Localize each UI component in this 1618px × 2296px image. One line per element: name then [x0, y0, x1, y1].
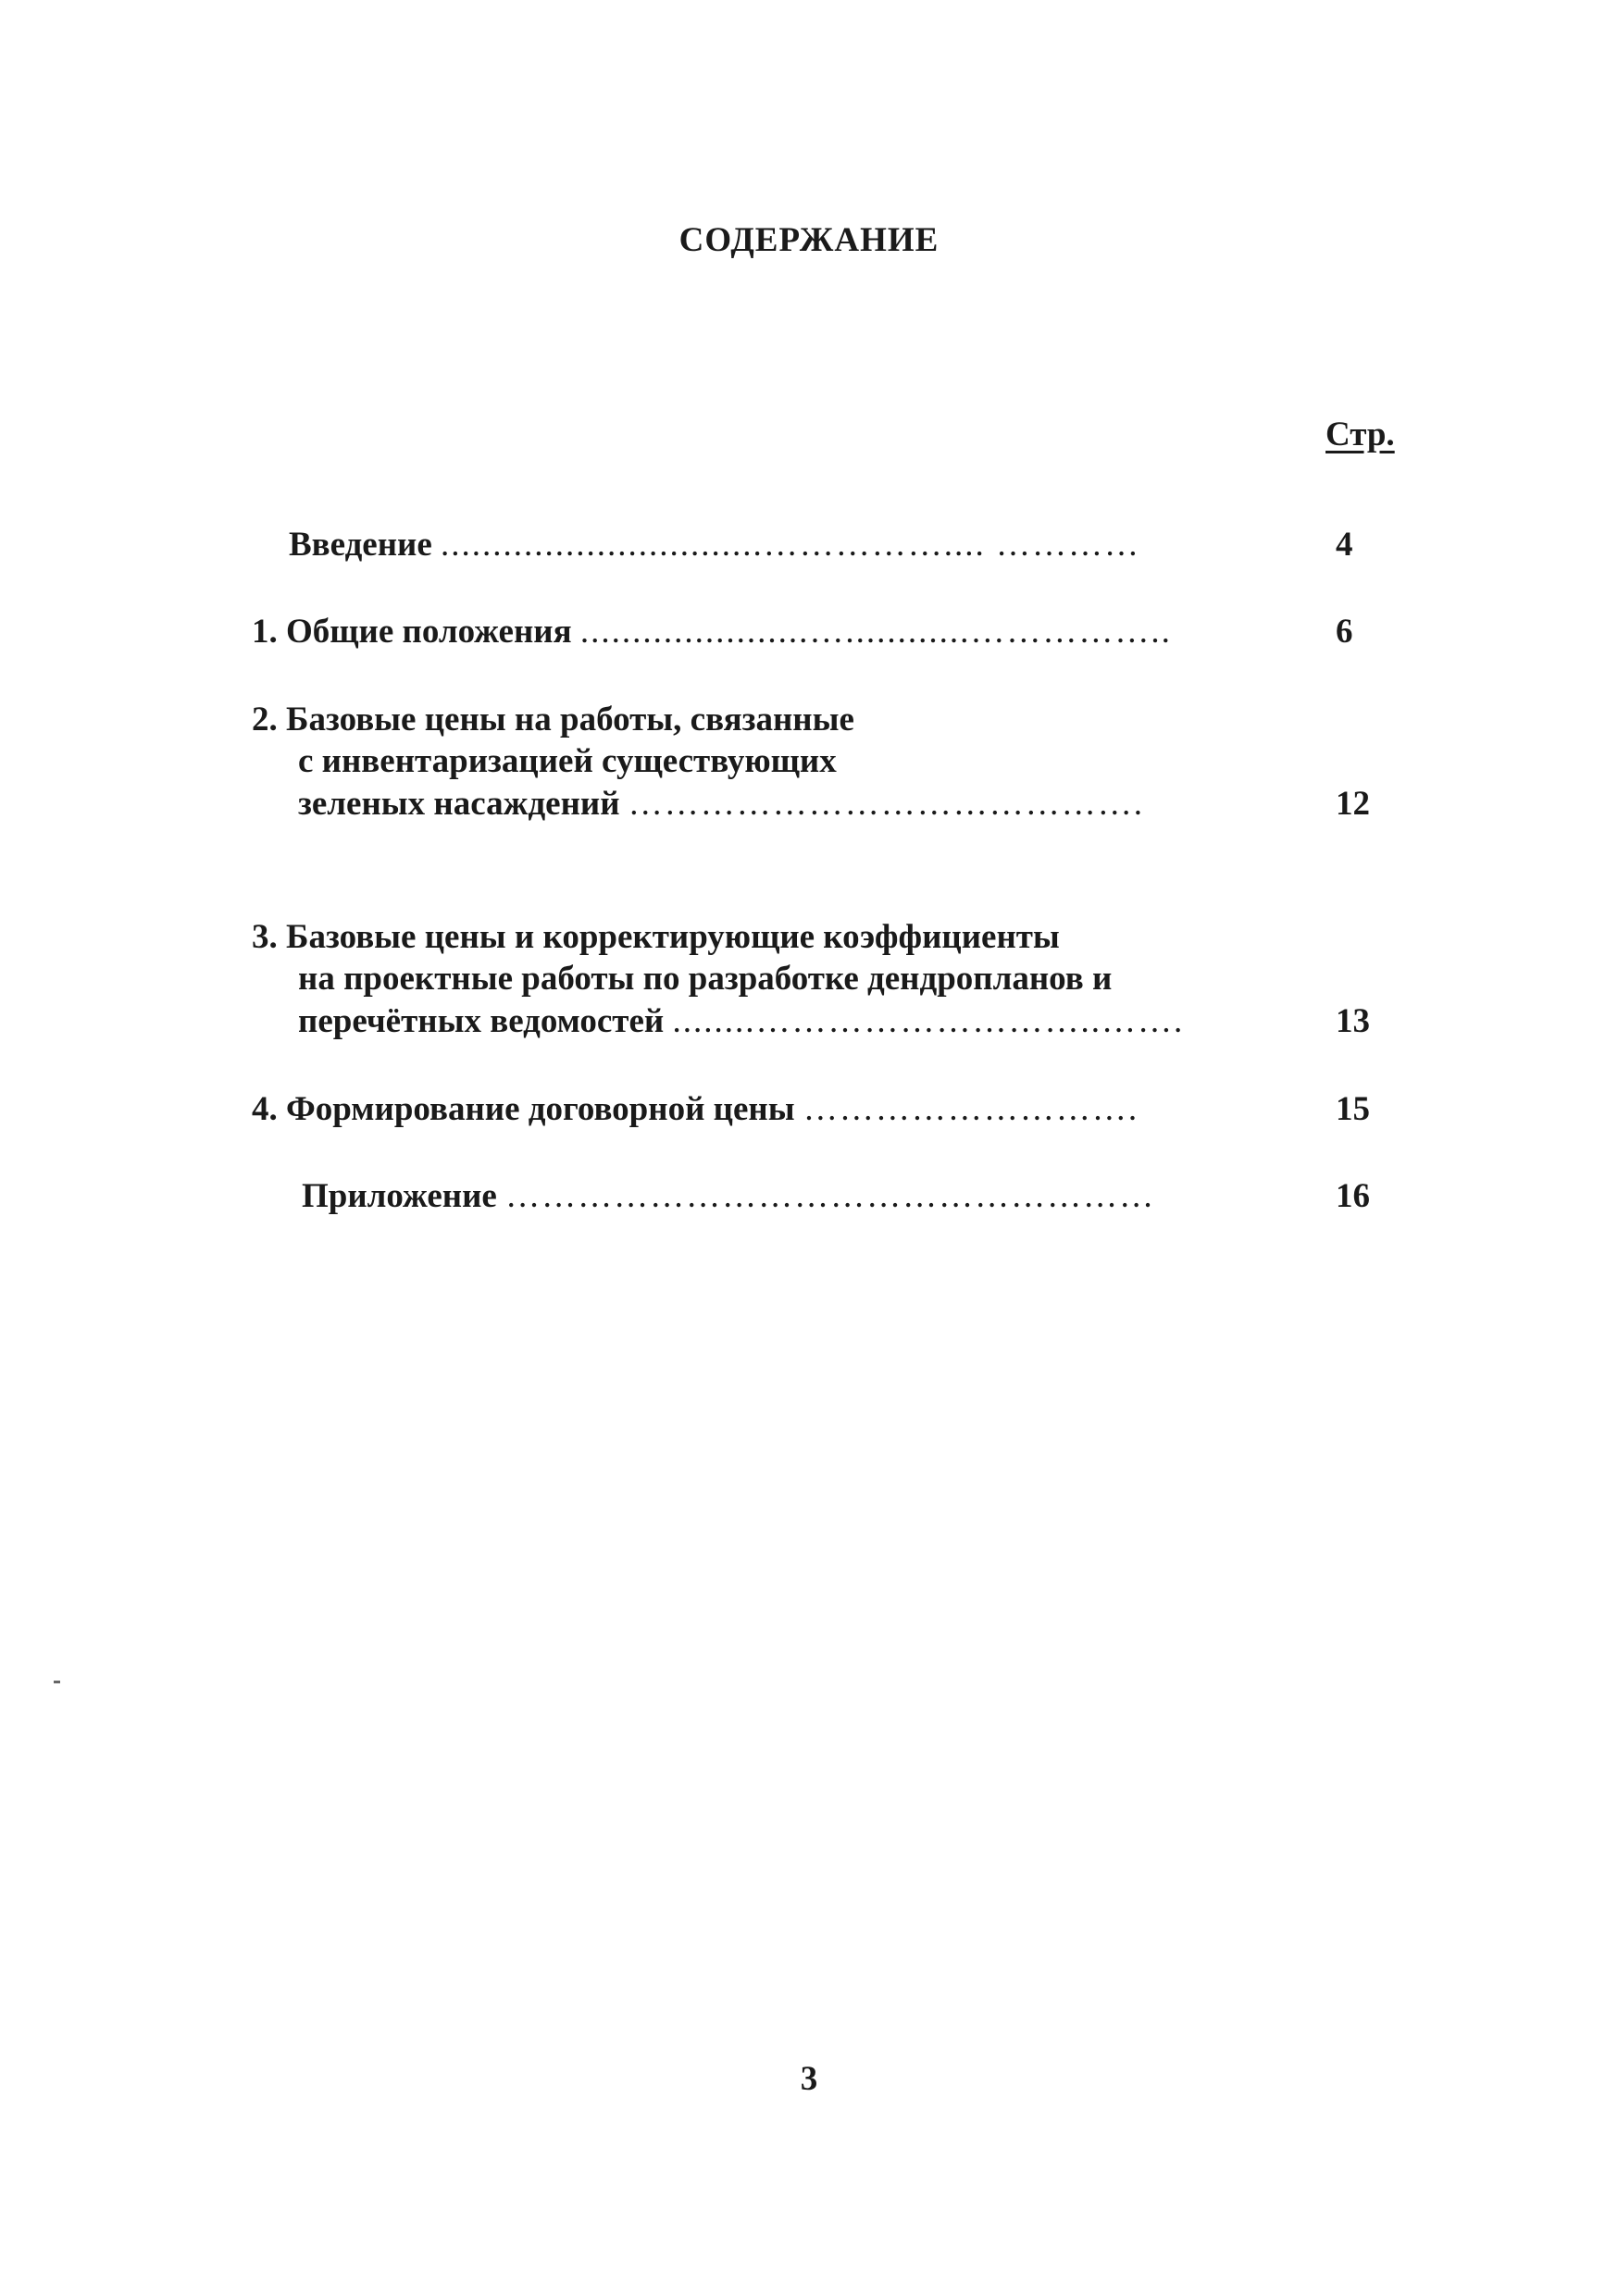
- toc-entry-label: Приложение: [302, 1177, 497, 1215]
- toc-leader-dots: …………………………………….: [628, 785, 1145, 823]
- scan-speck: [54, 1681, 60, 1683]
- toc-entry-label: на проектные работы по разработке дендропланов и: [298, 960, 1113, 998]
- toc-entry-section-2-line-2: [298, 740, 837, 783]
- toc-entry-section-1[interactable]: [252, 611, 1172, 653]
- page-column-header: Стр.: [1326, 416, 1395, 453]
- toc-entry-section-4[interactable]: [252, 1088, 1139, 1131]
- toc-entry-label: зеленых насаждений: [298, 785, 620, 823]
- toc-entry-label: перечётных ведомостей: [298, 1002, 665, 1040]
- toc-entry-introduction[interactable]: [289, 524, 1140, 566]
- toc-leader-dots: ........………………………..…….: [672, 1002, 1185, 1040]
- footer-page-number: 3: [800, 2060, 818, 2098]
- toc-entry-section-2-line-1[interactable]: [252, 699, 854, 741]
- toc-entry-label: 2. Базовые цены на работы, связанные: [252, 701, 854, 738]
- toc-page-number: 15: [1336, 1090, 1370, 1128]
- toc-entry-section-3-line-2: [298, 958, 1112, 1000]
- toc-leader-dots: ...............................…………….... …………: [441, 526, 1141, 564]
- toc-page-number: 4: [1336, 526, 1353, 564]
- toc-page-number: 12: [1336, 785, 1370, 823]
- toc-leader-dots: ………………………………………………: [505, 1177, 1156, 1215]
- toc-leader-dots: ……………………….: [803, 1090, 1139, 1128]
- toc-entry-section-2-line-3: [298, 783, 1144, 825]
- toc-entry-appendix[interactable]: [302, 1175, 1155, 1218]
- toc-entry-section-3-line-3: [298, 1000, 1184, 1043]
- page-title: СОДЕРЖАНИЕ: [678, 221, 940, 259]
- toc-page-number: 6: [1336, 613, 1353, 651]
- toc-entry-label: 4. Формирование договорной цены: [252, 1090, 795, 1128]
- toc-page-number: 13: [1336, 1002, 1370, 1040]
- toc-page-number: 16: [1336, 1177, 1370, 1215]
- toc-entry-label: с инвентаризацией существующих: [298, 742, 837, 780]
- toc-entry-label: 1. Общие положения: [252, 613, 572, 651]
- toc-leader-dots: ......................…............……………..: [579, 613, 1172, 651]
- toc-entry-label: Введение: [289, 526, 432, 564]
- toc-entry-section-3-line-1[interactable]: [252, 916, 1060, 959]
- toc-entry-label: 3. Базовые цены и корректирующие коэффициенты: [252, 918, 1060, 956]
